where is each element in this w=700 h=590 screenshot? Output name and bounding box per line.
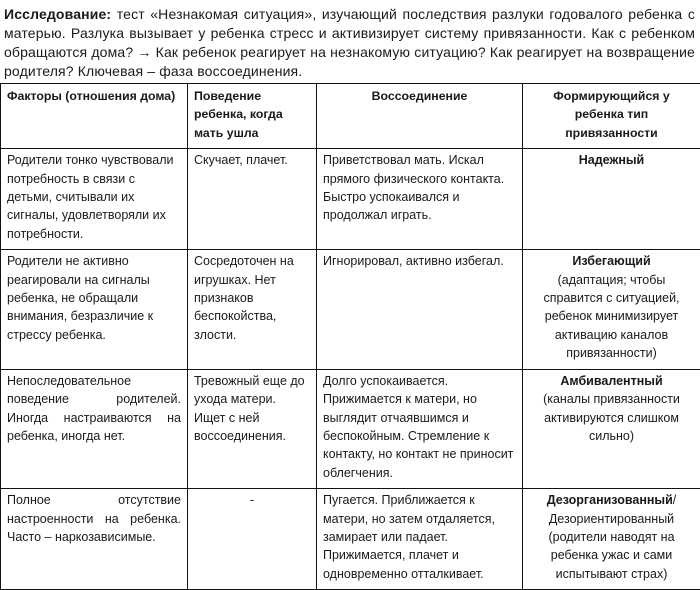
table-header-row bbox=[1, 84, 700, 149]
cell-attachment-type bbox=[523, 149, 700, 250]
attachment-type-title: Надежный bbox=[529, 151, 694, 169]
intro-paragraph bbox=[4, 5, 695, 81]
cell-behavior: - bbox=[188, 489, 317, 590]
cell-reunion: Игнорировал, активно избегал. bbox=[317, 250, 523, 369]
table-row bbox=[1, 489, 700, 590]
cell-factors: Родители не активно реагировали на сигналы ребенка, не обращали внимания, безразличие к стрессу ребенка. bbox=[1, 250, 188, 369]
cell-attachment-type bbox=[523, 250, 700, 369]
attachment-type-note: (каналы привязанности активируются слишком сильно) bbox=[529, 390, 694, 445]
table-row bbox=[1, 369, 700, 488]
header-behavior: Поведение ребенка, когда мать ушла bbox=[188, 84, 317, 149]
attachment-type-title: Дезорганизованный bbox=[547, 493, 673, 507]
cell-behavior: Скучает, плачет. bbox=[188, 149, 317, 250]
cell-behavior: Сосредоточен на игрушках. Нет признаков беспокойства, злости. bbox=[188, 250, 317, 369]
attachment-type-note: (адаптация; чтобы справится с ситуацией, ребенок минимизирует активацию каналов привязанности) bbox=[529, 271, 694, 363]
cell-factors: Родители тонко чувствовали потребность в связи с детьми, считывали их сигналы, удовлетворяли их потребности. bbox=[1, 149, 188, 250]
attachment-type-title-line bbox=[529, 491, 694, 509]
cell-factors: Полное отсутствие настроенности на ребенка. Часто – наркозависимые. bbox=[1, 489, 188, 590]
attachment-type-note: Дезориентированный (родители наводят на ребенка ужас и сами испытывают страх) bbox=[529, 510, 694, 584]
table-row bbox=[1, 149, 700, 250]
cell-reunion: Пугается. Приближается к матери, но затем отдаляется, замирает или падает. Прижимается, плачет и одновременно отталкивает. bbox=[317, 489, 523, 590]
cell-reunion: Долго успокаивается. Прижимается к матери, но выглядит отчаявшимся и беспокойным. Стремление к контакту, но контакт не приносит облегчения. bbox=[317, 369, 523, 488]
table-row bbox=[1, 250, 700, 369]
attachment-type-title: Избегающий bbox=[529, 252, 694, 270]
cell-attachment-type bbox=[523, 369, 700, 488]
intro-label: Исследование: bbox=[4, 6, 111, 22]
attachment-type-title-suffix: / bbox=[673, 493, 676, 507]
arrow-icon: → bbox=[137, 44, 151, 60]
cell-factors: Непоследовательное поведение родителей. Иногда настраиваются на ребенка, иногда нет. bbox=[1, 369, 188, 488]
cell-reunion: Приветствовал мать. Искал прямого физического контакта. Быстро успокаивался и продолжал играть. bbox=[317, 149, 523, 250]
intro-text: тест «Незнакомая ситуация», изучающий последствия разлуки годовалого ребенка с матерью. Разлука вызывает у ребенка стресс и активизирует систему привязанности. Как с ребенком обращаются дома? bbox=[4, 6, 695, 60]
cell-behavior: Тревожный еще до ухода матери. Ищет с ней воссоединения. bbox=[188, 369, 317, 488]
attachment-type-title: Амбивалентный bbox=[529, 372, 694, 390]
intro-text-2: Как ребенок реагирует на незнакомую ситуацию? Как реагирует на возвращение родителя? Ключевая – фаза воссоединения. bbox=[4, 44, 695, 79]
header-attachment-type: Формирующийся у ребенка тип привязанности bbox=[523, 84, 700, 149]
header-reunion: Воссоединение bbox=[317, 84, 523, 149]
header-factors: Факторы (отношения дома) bbox=[1, 84, 188, 149]
attachment-types-table bbox=[0, 83, 700, 590]
cell-attachment-type bbox=[523, 489, 700, 590]
